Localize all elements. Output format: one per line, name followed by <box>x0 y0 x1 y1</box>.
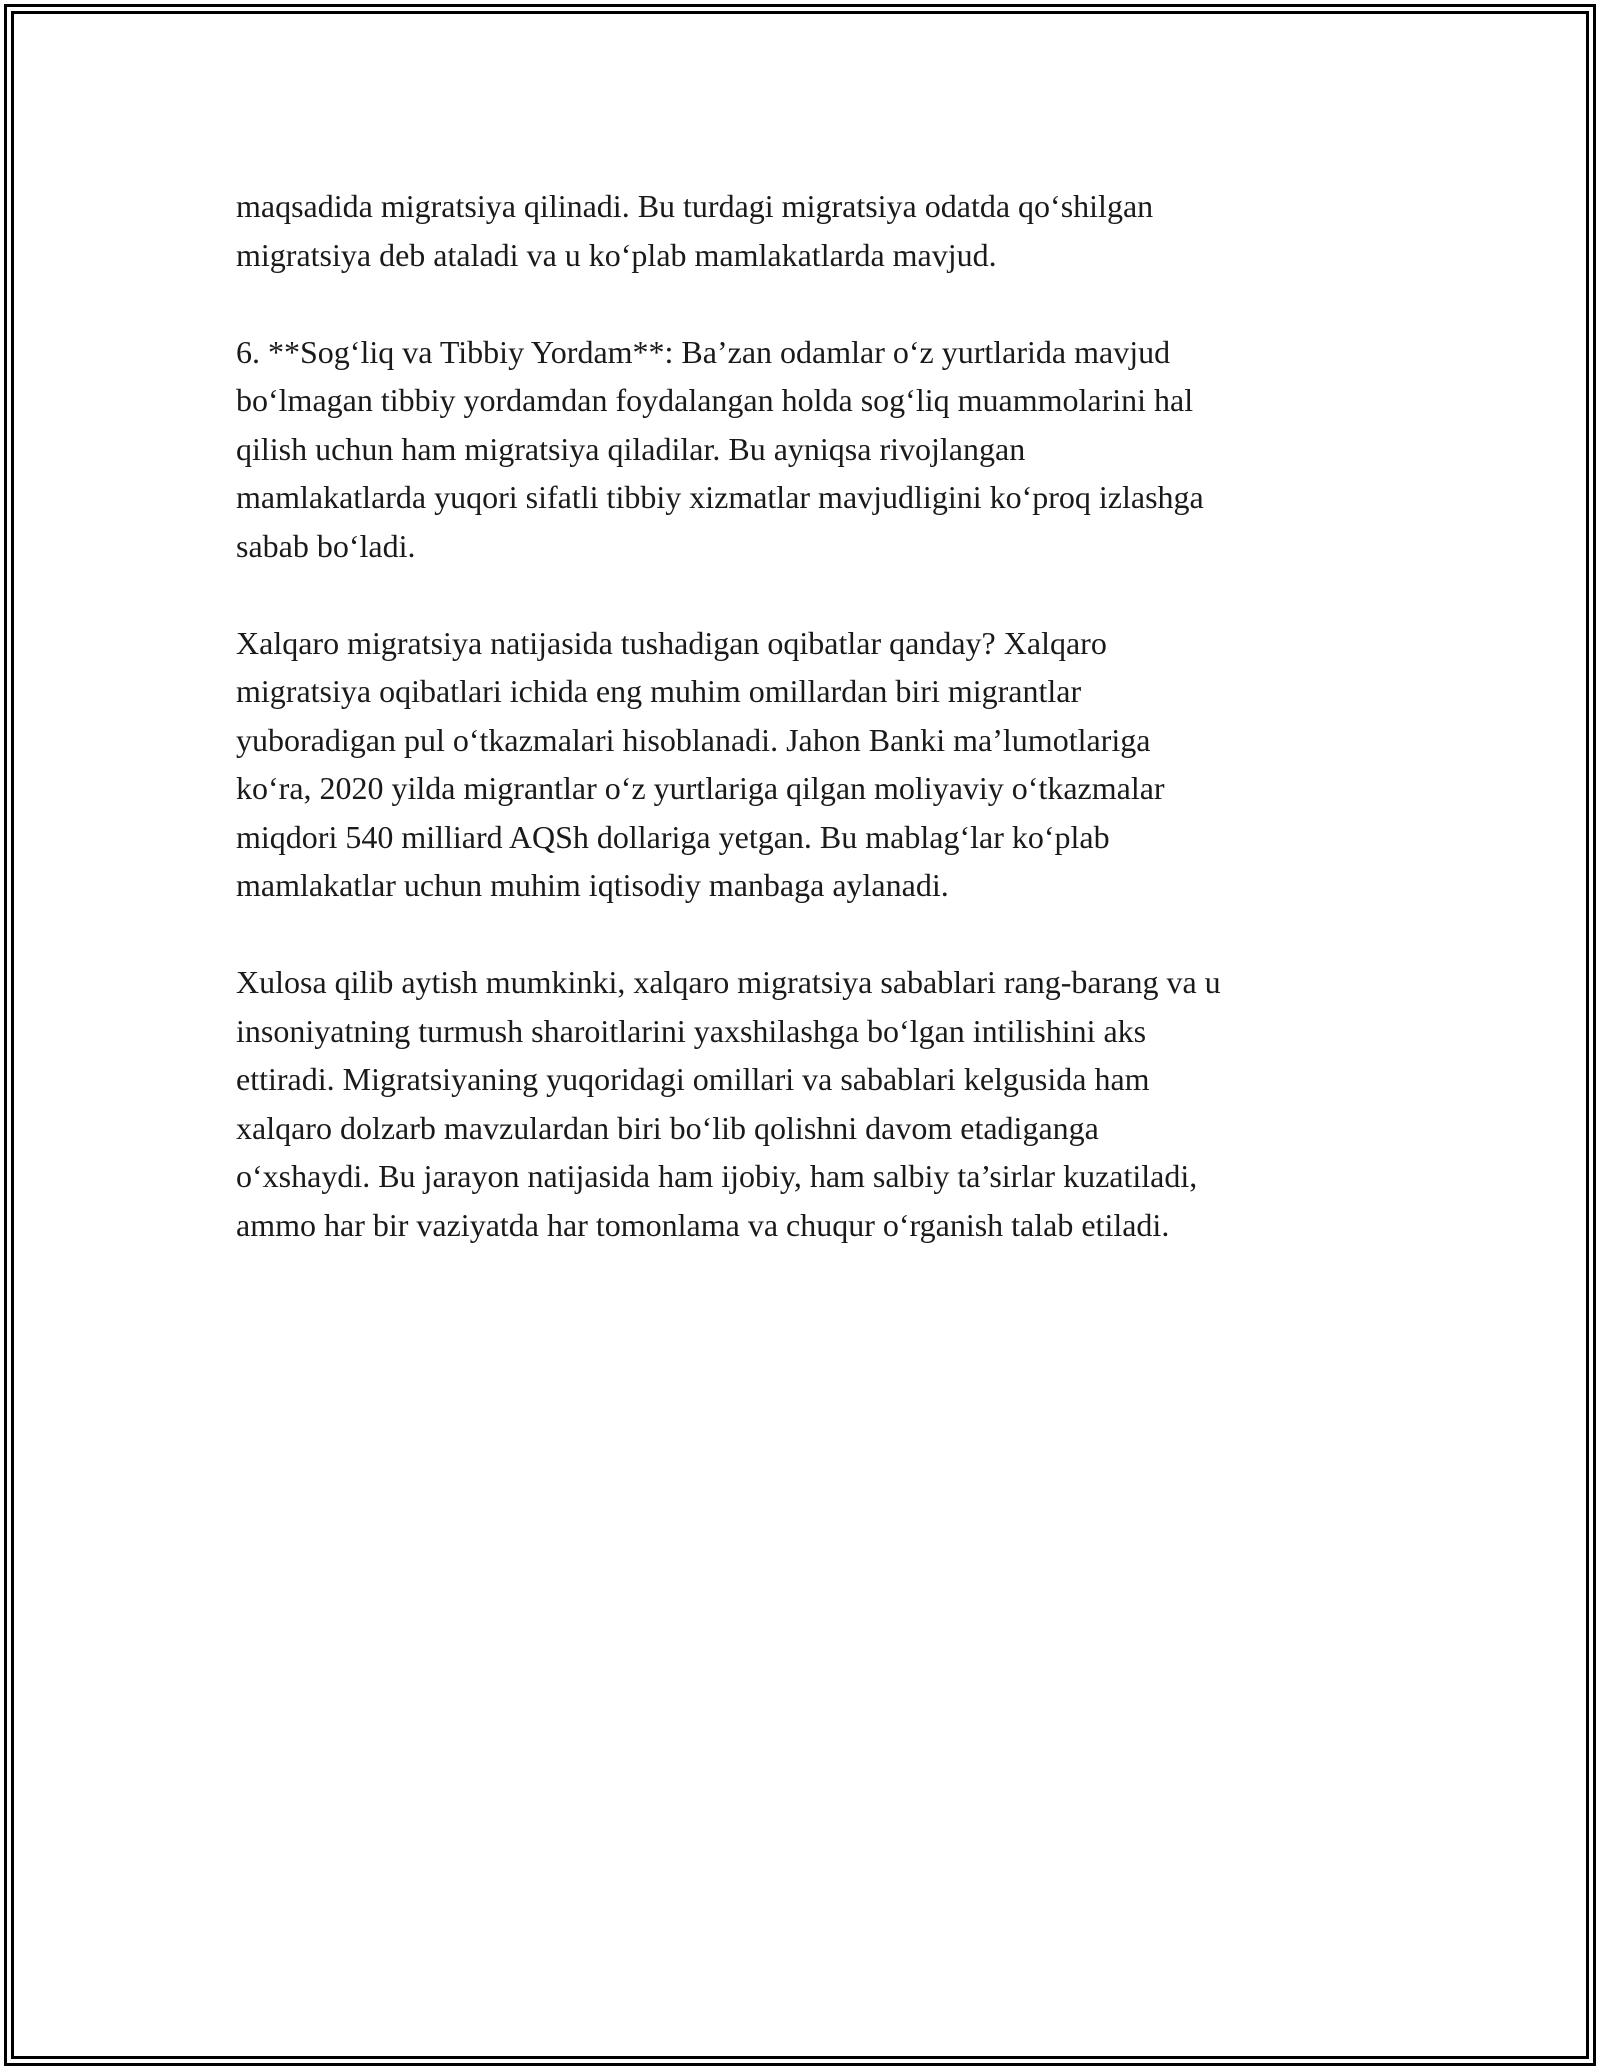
document-body <box>236 182 1376 1249</box>
paragraph-health-medical-aid: 6. **Sog‘liq va Tibbiy Yordam**: Ba’zan odamlar o‘z yurtlarida mavjud bo‘lmagan tibbiy yordamdan foydalangan holda sog‘liq muammolarini hal qilish uchun ham migratsiya qiladilar. Bu ayniqsa rivojlangan mamlakatlarda yuqori sifatli tibbiy xizmatlar mavjudligini ko‘proq izlashga sabab bo‘ladi. <box>236 333 1204 564</box>
paragraph-migration-consequences: Xalqaro migratsiya natijasida tushadigan oqibatlar qanday? Xalqaro migratsiya oqibatlari ichida eng muhim omillardan biri migrantlar yuboradigan pul o‘tkazmalari hisoblanadi. Jahon Banki ma’lumotlariga ko‘ra, 2020 yilda migrantlar o‘z yurtlariga qilgan moliyaviy o‘tkazmalar miqdori 540 milliard AQSh dollariga yetgan. Bu mablag‘lar ko‘plab mamlakatlar uchun muhim iqtisodiy manbaga aylanadi. <box>236 624 1165 903</box>
paragraph-conclusion: Xulosa qilib aytish mumkinki, xalqaro migratsiya sabablari rang-barang va u insoniyatning turmush sharoitlarini yaxshilashga bo‘lgan intilishini aks ettiradi. Migratsiyaning yuqoridagi omillari va sabablari kelgusida ham xalqaro dolzarb mavzulardan biri bo‘lib qolishni davom etadiganga o‘xshaydi. Bu jarayon natijasida ham ijobiy, ham salbiy ta’sirlar kuzatiladi, ammo har bir vaziyatda har tomonlama va chuqur o‘rganish talab etiladi. <box>236 964 1221 1243</box>
paragraph-migration-continuation: maqsadida migratsiya qilinadi. Bu turdagi migratsiya odatda qo‘shilgan migratsiya deb ataladi va u ko‘plab mamlakatlarda mavjud. <box>236 188 1154 273</box>
